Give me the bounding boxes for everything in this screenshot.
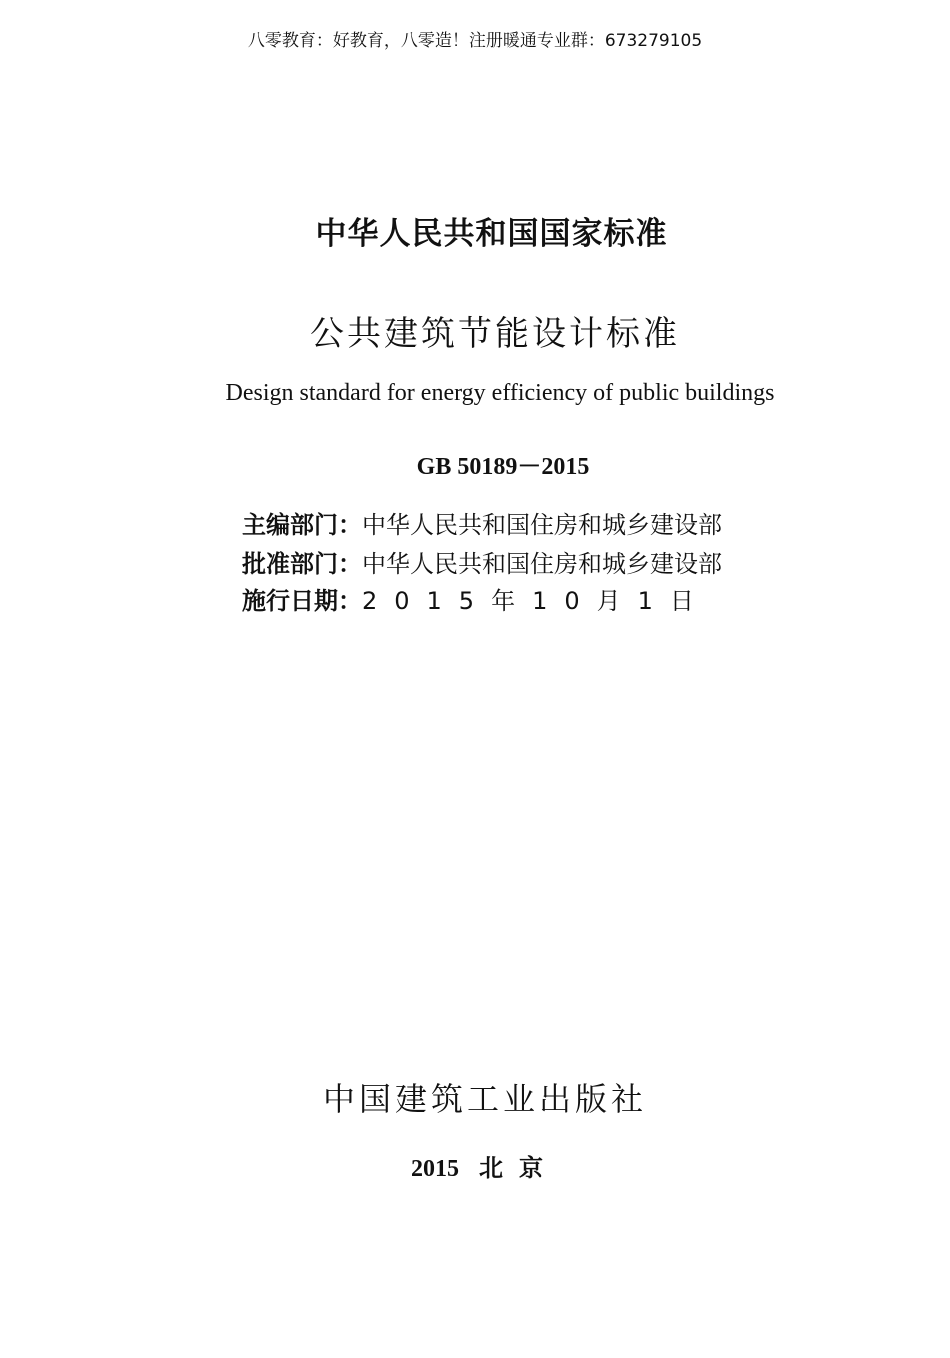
effective-date-row (242, 581, 711, 616)
approver-row (242, 544, 722, 579)
standard-number: GB 50189－2015 (416, 454, 590, 480)
editor-label: 主编部门： (242, 511, 362, 539)
approver-label: 批准部门： (242, 550, 362, 578)
editor-row (242, 505, 722, 540)
publication-year: 2015 (411, 1156, 459, 1182)
title-english: Design standard for energy efficiency of public buildings (225, 380, 775, 406)
effective-date-value: 2015年10月1日 (362, 587, 711, 615)
title-chinese: 公共建筑节能设计标准 (310, 314, 680, 354)
national-standard-heading: 中华人民共和国国家标准 (315, 216, 668, 252)
approver-value: 中华人民共和国住房和城乡建设部 (362, 550, 722, 578)
effective-date-label: 施行日期： (242, 587, 362, 615)
publication-year-place (0, 1148, 950, 1183)
publication-city: 北京 (479, 1154, 559, 1182)
editor-value: 中华人民共和国住房和城乡建设部 (362, 511, 722, 539)
publisher-name: 中国建筑工业出版社 (322, 1080, 647, 1118)
header-note: 八零教育：好教育，八零造！注册暖通专业群：673279105 (247, 31, 703, 51)
